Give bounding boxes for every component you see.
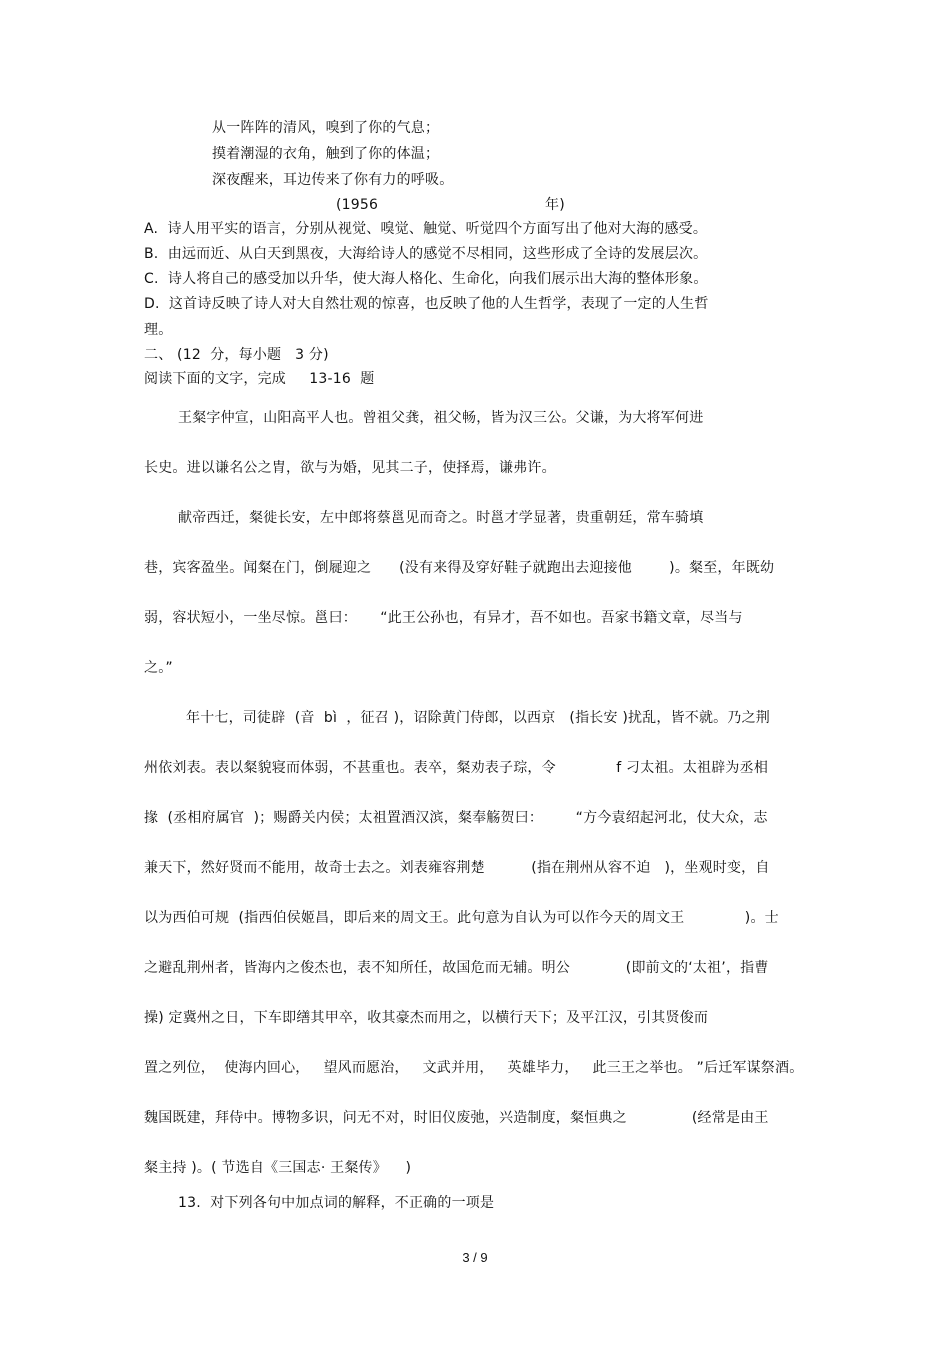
page-number: 3 / 9 xyxy=(462,1250,488,1265)
passage-line: 操) 定冀州之日，下车即缮其甲卒，收其豪杰而用之，以横行天下；及平江汉，引其贤俊而 xyxy=(144,1010,709,1026)
option-d-line-2: 理。 xyxy=(144,322,173,338)
passage-line: 长史。进以谦名公之胄，欲与为婚，见其二子，使择焉，谦弗许。 xyxy=(144,460,556,476)
passage-line: 置之列位， 使海内回心， 望风而愿治， 文武并用， 英雄毕力， 此三王之举也。 ”后迁军谋祭酒。 xyxy=(144,1060,804,1076)
passage-line: 州依刘表。表以粲貌寝而体弱，不甚重也。表卒，粲劝表子琮，令 f 刁太祖。太祖辟为丞相 xyxy=(144,760,769,776)
option-a: A. 诗人用平实的语言，分别从视觉、嗅觉、触觉、听觉四个方面写出了他对大海的感受。 xyxy=(144,221,708,237)
question-13: 13. 对下列各句中加点词的解释，不正确的一项是 xyxy=(178,1195,495,1211)
passage-line: 年十七，司徒辟 (音 bì ，征召 )，诏除黄门侍郎，以西京 (指长安 )扰乱，皆不就。乃之荆 xyxy=(186,710,770,726)
poem-line-1: 从一阵阵的清风，嗅到了你的气息； xyxy=(212,120,440,136)
section-heading: 二、 (12 分，每小题 3 分) xyxy=(144,347,329,363)
passage-line: 以为西伯可规 (指西伯侯姬昌，即后来的周文王。此句意为自认为可以作今天的周文王 )。士 xyxy=(144,910,779,926)
passage-line: 献帝西迁，粲徙长安，左中郎将蔡邕见而奇之。时邕才学显著，贵重朝廷，常车骑填 xyxy=(178,510,704,526)
poem-line-3: 深夜醒来，耳边传来了你有力的呼吸。 xyxy=(212,172,454,188)
poem-line-2: 摸着潮湿的衣角，触到了你的体温； xyxy=(212,146,440,162)
passage-line: 粲主持 )。( 节选自《三国志· 王粲传》 ) xyxy=(144,1160,412,1176)
passage-line: 之。” xyxy=(144,660,173,676)
passage-line: 王粲字仲宣，山阳高平人也。曾祖父龚，祖父畅，皆为汉三公。父谦，为大将军何进 xyxy=(178,410,704,426)
passage-line: 巷，宾客盈坐。闻粲在门，倒屣迎之 (没有来得及穿好鞋子就跑出去迎接他 )。粲至，年既幼 xyxy=(144,560,775,576)
passage-line: 弱，容状短小，一坐尽惊。邕曰： “此王公孙也，有异才，吾不如也。吾家书籍文章，尽当与 xyxy=(144,610,743,626)
option-b: B. 由远而近、从白天到黑夜，大海给诗人的感觉不尽相同，这些形成了全诗的发展层次。 xyxy=(144,246,708,262)
passage-line: 魏国既建，拜侍中。博物多识，问无不对，时旧仪废弛，兴造制度，粲恒典之 (经常是由王 xyxy=(144,1110,769,1126)
poem-date-close: 年) xyxy=(545,197,565,213)
passage-line: 掾 (丞相府属官 )；赐爵关内侯；太祖置酒汉滨，粲奉觞贺曰： “方今袁绍起河北，仗大众，志 xyxy=(144,810,768,826)
option-c: C. 诗人将自己的感受加以升华，使大海人格化、生命化，向我们展示出大海的整体形象。 xyxy=(144,271,708,287)
section-instruction: 阅读下面的文字，完成 13-16 题 xyxy=(144,371,375,387)
poem-date-open: (1956 xyxy=(336,197,379,213)
option-d-line-1: D. 这首诗反映了诗人对大自然壮观的惊喜，也反映了他的人生哲学，表现了一定的人生哲 xyxy=(144,296,709,312)
passage-line: 之避乱荆州者，皆海内之俊杰也，表不知所任，故国危而无辅。明公 (即前文的‘太祖’，指曹 xyxy=(144,960,769,976)
passage-line: 兼天下，然好贤而不能用，故奇士去之。刘表雍容荆楚 (指在荆州从容不迫 )，坐观时变，自 xyxy=(144,860,770,876)
